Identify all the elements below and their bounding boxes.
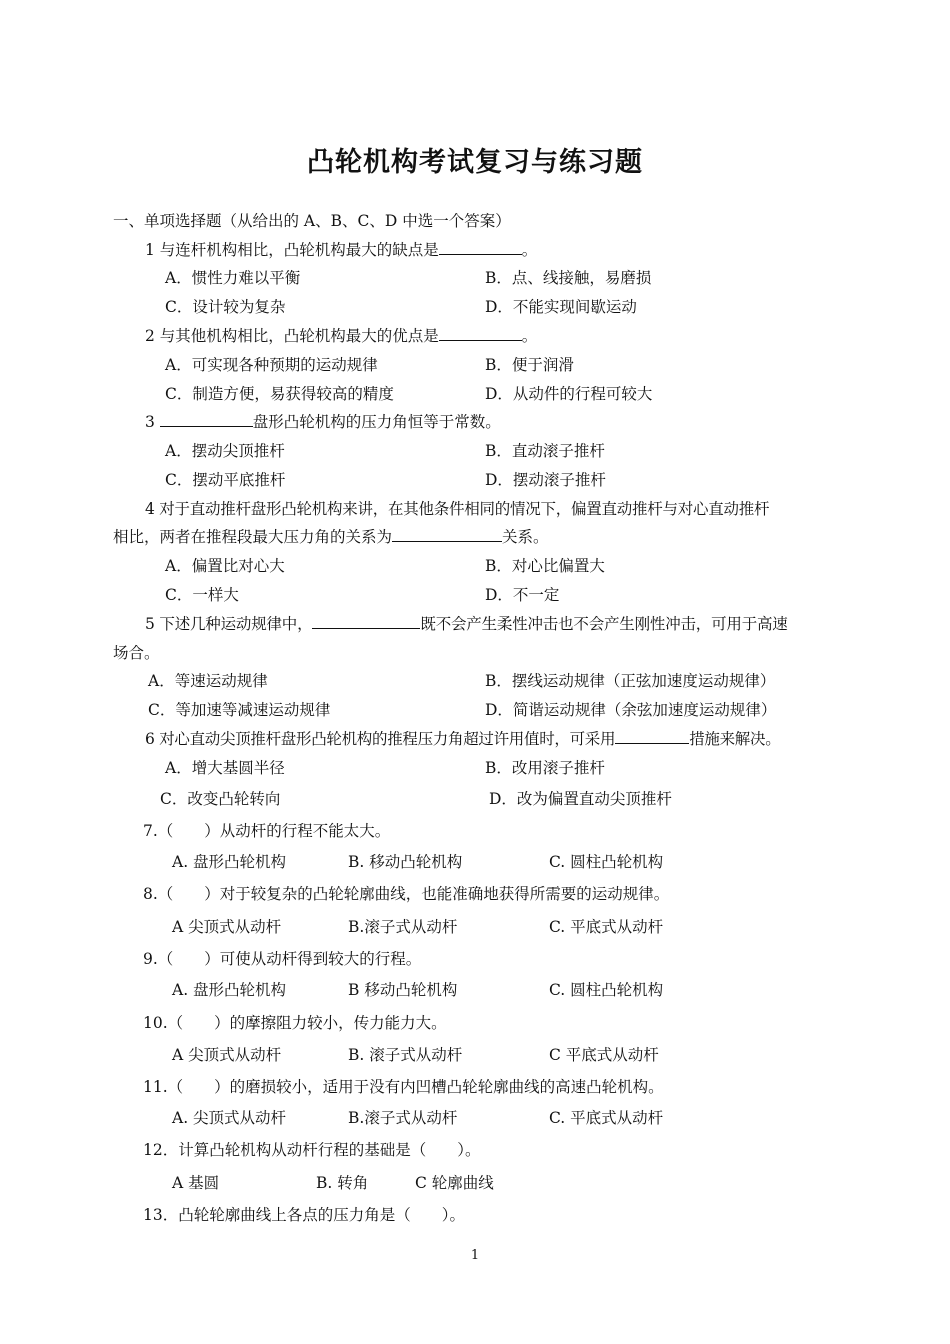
option-d: D．简谐运动规律（余弦加速度运动规律）: [485, 701, 777, 719]
option-b: B．对心比偏置大: [485, 557, 605, 575]
option-a: A．惯性力难以平衡: [165, 269, 301, 287]
question-9-stem: 9.（ ）可使从动杆得到较大的行程。: [143, 950, 422, 968]
option-a: A．偏置比对心大: [165, 557, 285, 575]
question-1-text-end: 。: [521, 241, 538, 259]
section-heading: 一、单项选择题（从给出的 A、B、C、D 中选一个答案）: [113, 212, 511, 230]
option-c: C．制造方便，易获得较高的精度: [165, 385, 394, 403]
option-b: B.滚子式从动杆: [348, 1109, 458, 1127]
option-d: D．不一定: [485, 586, 560, 604]
option-c: C．摆动平底推杆: [165, 471, 286, 489]
question-5-text-end: 既不会产生柔性冲击也不会产生刚性冲击，可用于高速: [420, 615, 788, 633]
option-c: C．设计较为复杂: [165, 298, 286, 316]
option-b: B．便于润滑: [485, 356, 574, 374]
option-d: D．从动件的行程可较大: [485, 385, 653, 403]
option-c: C．一样大: [165, 586, 239, 604]
question-12-stem: 12．计算凸轮机构从动杆行程的基础是（ ）。: [143, 1141, 481, 1159]
answer-blank: [392, 527, 502, 542]
question-2-text-end: 。: [521, 327, 538, 345]
answer-blank: [312, 614, 420, 629]
option-a: A. 尖顶式从动杆: [172, 1109, 287, 1127]
answer-blank: [160, 412, 253, 427]
answer-blank: [439, 326, 522, 341]
question-4-text: 相比，两者在推程段最大压力角的关系为: [113, 528, 393, 546]
option-a: A. 盘形凸轮机构: [172, 853, 287, 871]
option-c: C．改变凸轮转向: [160, 790, 281, 808]
question-4-stem-line1: 4 对于直动推杆盘形凸轮机构来讲，在其他条件相同的情况下，偏置直动推杆与对心直动推杆: [145, 500, 770, 518]
question-6-text-end: 措施来解决。: [689, 730, 781, 748]
option-c: C. 圆柱凸轮机构: [549, 853, 664, 871]
question-2-text: 2 与其他机构相比，凸轮机构最大的优点是: [145, 327, 439, 345]
option-a: A．可实现各种预期的运动规律: [165, 356, 378, 374]
option-c: C. 圆柱凸轮机构: [549, 981, 664, 999]
option-b: B．点、线接触，易磨损: [485, 269, 652, 287]
question-6-stem: [145, 729, 780, 749]
page-number: 1: [470, 1248, 480, 1263]
answer-blank: [439, 240, 522, 255]
option-c: C．等加速等减速运动规律: [148, 701, 331, 719]
option-c: C 平底式从动杆: [549, 1046, 659, 1064]
document-title: 凸轮机构考试复习与练习题: [307, 147, 643, 178]
option-c: C. 平底式从动杆: [549, 918, 664, 936]
option-b: B．改用滚子推杆: [485, 759, 605, 777]
option-a: A 基圆: [172, 1174, 220, 1192]
question-5-stem-line2: 场合。: [113, 644, 160, 662]
option-b: B.滚子式从动杆: [348, 918, 458, 936]
option-a: A．增大基圆半径: [165, 759, 285, 777]
question-8-stem: 8.（ ）对于较复杂的凸轮轮廓曲线，也能准确地获得所需要的运动规律。: [143, 885, 670, 903]
question-10-stem: 10.（ ）的摩擦阻力较小，传力能力大。: [143, 1014, 447, 1032]
option-d: D．改为偏置直动尖顶推杆: [489, 790, 672, 808]
question-1-stem: [145, 240, 537, 260]
question-5-text: 5 下述几种运动规律中，: [145, 615, 313, 633]
option-a: A 尖顶式从动杆: [172, 918, 282, 936]
question-2-stem: [145, 326, 537, 346]
question-5-stem-line1: [145, 614, 788, 634]
option-d: D．不能实现间歇运动: [485, 298, 637, 316]
option-a: A. 盘形凸轮机构: [172, 981, 287, 999]
option-b: B 移动凸轮机构: [348, 981, 458, 999]
question-3-text-end: 盘形凸轮机构的压力角恒等于常数。: [252, 413, 501, 431]
option-c: C. 平底式从动杆: [549, 1109, 664, 1127]
question-6-text: 6 对心直动尖顶推杆盘形凸轮机构的推程压力角超过许用值时，可采用: [145, 730, 616, 748]
option-b: B．摆线运动规律（正弦加速度运动规律）: [485, 672, 776, 690]
option-b: B. 转角: [316, 1174, 369, 1192]
question-13-stem: 13．凸轮轮廓曲线上各点的压力角是（ ）。: [143, 1206, 465, 1224]
question-7-stem: 7.（ ）从动杆的行程不能太大。: [143, 822, 391, 840]
question-11-stem: 11.（ ）的磨损较小，适用于没有内凹槽凸轮轮廓曲线的高速凸轮机构。: [143, 1078, 664, 1096]
option-a: A．等速运动规律: [148, 672, 268, 690]
option-b: B. 移动凸轮机构: [348, 853, 463, 871]
question-4-stem-line2: [113, 527, 549, 547]
option-d: D．摆动滚子推杆: [485, 471, 606, 489]
option-b: B．直动滚子推杆: [485, 442, 605, 460]
question-1-text: 1 与连杆机构相比，凸轮机构最大的缺点是: [145, 241, 439, 259]
option-c: C 轮廓曲线: [415, 1174, 494, 1192]
question-3-stem: [145, 412, 501, 432]
option-a: A 尖顶式从动杆: [172, 1046, 282, 1064]
option-b: B. 滚子式从动杆: [348, 1046, 463, 1064]
answer-blank: [615, 729, 689, 744]
question-3-text: 3: [145, 413, 160, 431]
option-a: A．摆动尖顶推杆: [165, 442, 285, 460]
question-4-text-end: 关系。: [502, 528, 549, 546]
